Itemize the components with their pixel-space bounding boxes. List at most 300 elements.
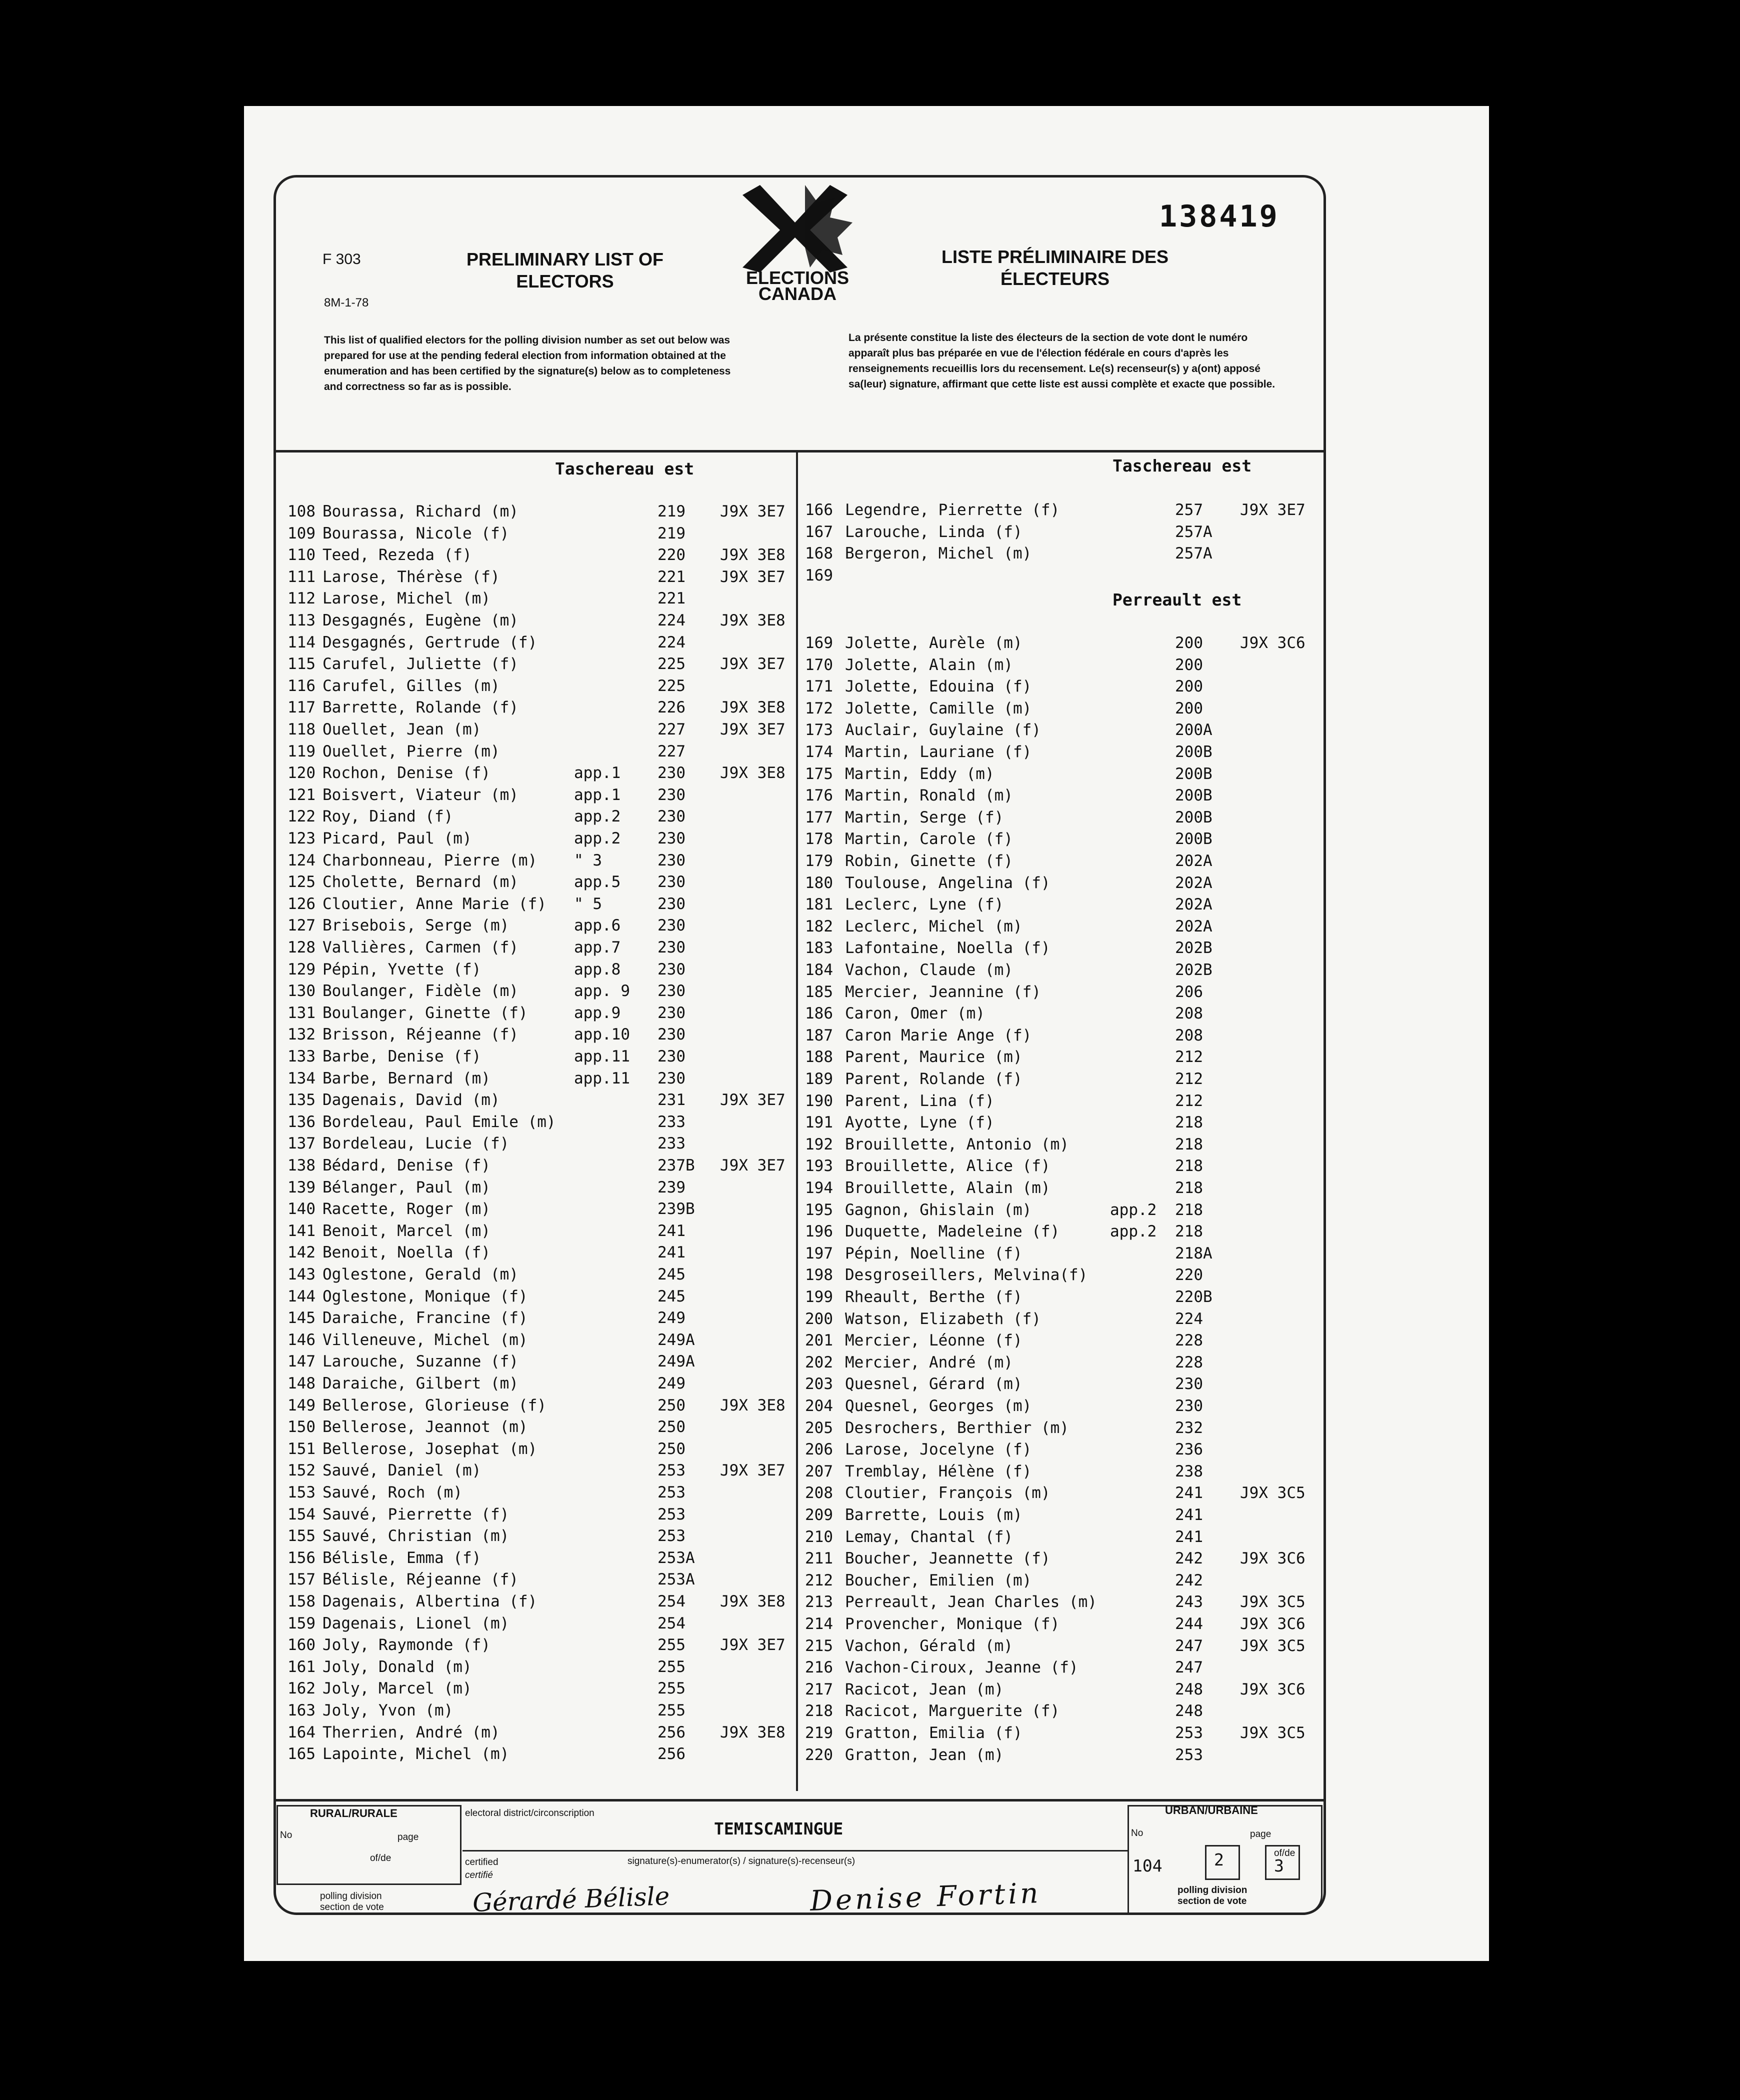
elector-name: Mercier, Jeannine (f): [845, 982, 1041, 1001]
elector-name: Jolette, Aurèle (m): [845, 634, 1022, 652]
street-number: 208: [1175, 1026, 1203, 1044]
elector-number: 191: [805, 1114, 833, 1132]
elector-number: 204: [805, 1397, 833, 1415]
street-number: 230: [658, 960, 686, 978]
elector-number: 137: [288, 1134, 316, 1153]
elector-name: Gagnon, Ghislain (m): [845, 1200, 1032, 1219]
elector-row: [0, 1308, 1740, 1330]
elector-name: Bellerose, Jeannot (m): [322, 1418, 528, 1436]
street-number: 212: [1175, 1070, 1203, 1088]
elector-number: 159: [288, 1614, 316, 1632]
apartment: app.6: [574, 916, 621, 935]
elector-name: Perreault, Jean Charles (m): [845, 1593, 1097, 1612]
elector-number: 116: [288, 676, 316, 695]
elector-row: [0, 807, 1740, 828]
street-number: 220B: [1175, 1288, 1212, 1306]
elector-row: [0, 610, 1740, 632]
street-number: 221: [658, 590, 686, 608]
elector-row: [0, 1657, 1740, 1678]
elector-number: 208: [805, 1484, 833, 1502]
elector-name: Dagenais, Lionel (m): [322, 1614, 510, 1632]
elector-name: Bélisle, Réjeanne (f): [322, 1570, 518, 1589]
elector-name: Caron, Omer (m): [845, 1004, 985, 1023]
apartment: app.1: [574, 764, 621, 782]
elector-row: [0, 1744, 1740, 1766]
elector-row: [0, 1679, 1740, 1700]
maple-leaf-x-icon: [730, 175, 865, 275]
street-number: 200B: [1175, 786, 1212, 805]
street-number: 245: [658, 1266, 686, 1284]
street-number: 208: [1175, 1004, 1203, 1023]
elector-number: 209: [805, 1506, 833, 1524]
street-number: 219: [658, 502, 686, 520]
elector-number: 117: [288, 698, 316, 717]
elector-name: Legendre, Pierrette (f): [845, 501, 1060, 519]
postal-code: J9X 3E7: [720, 1156, 786, 1174]
street-number: 218: [1175, 1135, 1203, 1154]
certified-label: certified: [465, 1857, 498, 1868]
elector-number: 219: [805, 1724, 833, 1742]
electoral-district-label: electoral district/circonscription: [465, 1808, 594, 1818]
street-number: 247: [1175, 1636, 1203, 1655]
elector-name: Duquette, Madeleine (f): [845, 1222, 1060, 1241]
postal-code: J9X 3E8: [720, 1396, 786, 1414]
elector-name: Racette, Roger (m): [322, 1200, 490, 1218]
elector-number: 124: [288, 851, 316, 870]
elector-name: Martin, Lauriane (f): [845, 743, 1032, 761]
postal-code: J9X 3E7: [1240, 501, 1306, 519]
elector-number: 170: [805, 656, 833, 674]
street-number: 230: [658, 873, 686, 892]
elector-row: [0, 1090, 1740, 1112]
street-number: 253: [658, 1505, 686, 1524]
elector-number: 118: [288, 720, 316, 738]
urban-page-value: 2: [1214, 1850, 1224, 1870]
elector-row: [0, 1025, 1740, 1046]
elector-number: 216: [805, 1658, 833, 1677]
elector-name: Joly, Yvon (m): [322, 1702, 454, 1720]
elector-row: [0, 676, 1740, 698]
postal-code: J9X 3E8: [720, 1723, 786, 1742]
postal-code: J9X 3E7: [720, 720, 786, 738]
street-number: 241: [658, 1244, 686, 1262]
elector-name: Daraiche, Francine (f): [322, 1309, 528, 1328]
elector-number: 203: [805, 1375, 833, 1394]
elector-row: [0, 1156, 1740, 1177]
elector-name: Bédard, Denise (f): [322, 1156, 490, 1174]
elector-name: Brisebois, Serge (m): [322, 916, 510, 935]
elector-name: Robin, Ginette (f): [845, 852, 1013, 870]
elector-number: 197: [805, 1244, 833, 1262]
title-english-line2: ELECTORS: [516, 271, 614, 292]
elector-name: Desrochers, Berthier (m): [845, 1418, 1069, 1437]
elector-name: Jolette, Edouina (f): [845, 678, 1032, 696]
street-number: 224: [658, 612, 686, 630]
elector-number: 192: [805, 1135, 833, 1154]
elector-number: 182: [805, 917, 833, 936]
street-number: 241: [658, 1222, 686, 1240]
elector-name: Martin, Carole (f): [845, 830, 1013, 848]
street-number: 225: [658, 676, 686, 695]
elector-number: 169: [805, 566, 833, 584]
elector-number: 135: [288, 1091, 316, 1110]
elector-name: Boulanger, Fidèle (m): [322, 982, 518, 1000]
elector-name: Ayotte, Lyne (f): [845, 1114, 994, 1132]
street-number: 249: [658, 1309, 686, 1328]
elector-number: 128: [288, 938, 316, 956]
elector-number: 207: [805, 1462, 833, 1480]
rural-page-label: page: [398, 1832, 419, 1842]
elector-number: 130: [288, 982, 316, 1000]
elector-row: [0, 1548, 1740, 1570]
elector-name: Oglestone, Gerald (m): [322, 1266, 518, 1284]
elector-name: Boucher, Jeannette (f): [845, 1550, 1050, 1568]
elector-row: [0, 1046, 1740, 1068]
elector-row: [0, 1504, 1740, 1526]
elector-name: Pépin, Yvette (f): [322, 960, 482, 978]
elector-name: Dagenais, David (m): [322, 1091, 500, 1110]
elector-number: 167: [805, 522, 833, 541]
elector-name: Parent, Rolande (f): [845, 1070, 1022, 1088]
elector-number: 147: [288, 1352, 316, 1371]
elector-name: Carufel, Juliette (f): [322, 655, 518, 674]
street-number: 230: [658, 851, 686, 870]
elector-name: Pépin, Noelline (f): [845, 1244, 1022, 1262]
street-number: 224: [658, 633, 686, 652]
elector-name: Auclair, Guylaine (f): [845, 721, 1041, 740]
apartment: app.11: [574, 1048, 630, 1066]
street-number: 248: [1175, 1702, 1203, 1720]
apartment: " 3: [574, 851, 602, 870]
street-number: 230: [658, 894, 686, 913]
street-number: 219: [658, 524, 686, 542]
polling-division-label: polling division: [320, 1891, 382, 1902]
street-number: 221: [658, 568, 686, 586]
elector-number: 119: [288, 742, 316, 760]
elector-row: [0, 1003, 1740, 1024]
street-number: 237B: [658, 1156, 695, 1174]
street-number: 200: [1175, 699, 1203, 718]
elector-name: Rheault, Berthe (f): [845, 1288, 1022, 1306]
elector-row: [0, 1418, 1740, 1439]
urban-no-value: 104: [1132, 1856, 1162, 1876]
elector-name: Oglestone, Monique (f): [322, 1287, 528, 1306]
apartment: app. 9: [574, 982, 630, 1000]
elector-number: 184: [805, 961, 833, 979]
street-number: 227: [658, 742, 686, 760]
street-number: 218: [1175, 1200, 1203, 1219]
elector-number: 150: [288, 1418, 316, 1436]
street-number: 250: [658, 1418, 686, 1436]
elector-number: 111: [288, 568, 316, 586]
elector-name: Leclerc, Michel (m): [845, 917, 1022, 936]
elector-name: Daraiche, Gilbert (m): [322, 1374, 518, 1392]
elector-name: Cholette, Bernard (m): [322, 873, 518, 892]
elector-number: 174: [805, 743, 833, 761]
street-number: 220: [1175, 1266, 1203, 1284]
street-number: 249: [658, 1374, 686, 1392]
postal-code: J9X 3E7: [720, 1636, 786, 1654]
elector-number: 121: [288, 786, 316, 804]
street-number: 254: [658, 1614, 686, 1632]
elector-number: 152: [288, 1462, 316, 1480]
street-number: 236: [1175, 1440, 1203, 1459]
elector-name: Ouellet, Pierre (m): [322, 742, 500, 760]
elector-number: 181: [805, 896, 833, 914]
elector-name: Gratton, Emilia (f): [845, 1724, 1022, 1742]
elector-number: 195: [805, 1200, 833, 1219]
street-number: 202A: [1175, 874, 1212, 892]
postal-code: J9X 3E7: [720, 568, 786, 586]
elector-number: 148: [288, 1374, 316, 1392]
urban-page-label: page: [1250, 1829, 1272, 1840]
street-number: 254: [658, 1592, 686, 1610]
elector-name: Mercier, Léonne (f): [845, 1332, 1022, 1350]
elector-number: 109: [288, 524, 316, 542]
elector-number: 212: [805, 1571, 833, 1590]
elector-name: Quesnel, Gérard (m): [845, 1375, 1022, 1394]
elector-name: Cloutier, François (m): [845, 1484, 1050, 1502]
street-number: 233: [658, 1134, 686, 1153]
elector-row: [0, 1200, 1740, 1221]
elector-number: 187: [805, 1026, 833, 1044]
postal-code: J9X 3C5: [1240, 1484, 1306, 1502]
apartment: app.9: [574, 1004, 621, 1022]
postal-code: J9X 3C5: [1240, 1724, 1306, 1742]
polling-division-label-fr: section de vote: [320, 1902, 384, 1912]
elector-name: Barrette, Louis (m): [845, 1506, 1022, 1524]
apartment: app.10: [574, 1026, 630, 1044]
elector-name: Parent, Maurice (m): [845, 1048, 1022, 1066]
elector-number: 210: [805, 1528, 833, 1546]
street-number: 253: [658, 1484, 686, 1502]
elector-row: [0, 1570, 1740, 1592]
rural-of-label: of/de: [370, 1853, 392, 1864]
elector-name: Martin, Ronald (m): [845, 786, 1013, 805]
elector-name: Larose, Michel (m): [322, 590, 490, 608]
street-number: 253: [658, 1462, 686, 1480]
urban-of-label: of/de: [1274, 1848, 1296, 1858]
street-number: 231: [658, 1091, 686, 1110]
elector-name: Desgagnés, Eugène (m): [322, 612, 518, 630]
elector-name: Barbe, Denise (f): [322, 1048, 482, 1066]
elector-number: 179: [805, 852, 833, 870]
elector-number: 180: [805, 874, 833, 892]
elector-name: Parent, Lina (f): [845, 1092, 994, 1110]
street-number: 255: [658, 1680, 686, 1698]
street-number: 230: [658, 830, 686, 848]
elector-name: Roy, Diand (f): [322, 808, 454, 826]
postal-code: J9X 3E7: [720, 655, 786, 674]
elector-name: Sauvé, Christian (m): [322, 1527, 510, 1546]
elector-row: [0, 764, 1740, 785]
elector-row: [0, 1221, 1740, 1242]
street-number: 233: [658, 1112, 686, 1131]
elector-number: 183: [805, 939, 833, 958]
electoral-district-value: TEMISCAMINGUE: [714, 1819, 844, 1838]
elector-number: 113: [288, 612, 316, 630]
form-number: F 303: [322, 251, 361, 268]
street-number: 226: [658, 698, 686, 717]
elector-number: 133: [288, 1048, 316, 1066]
elector-number: 201: [805, 1332, 833, 1350]
elector-name: Bélanger, Paul (m): [322, 1178, 490, 1196]
street-number: 200: [1175, 678, 1203, 696]
apartment: app.2: [1110, 1222, 1157, 1241]
elector-name: Racicot, Jean (m): [845, 1680, 1004, 1698]
street-number: 230: [658, 764, 686, 782]
intro-french: La présente constitue la liste des électeurs de la section de vote dont le numéro apparaît plus bas préparée en vue de l'élection fédérale en cours d'après les renseignements recueillis lors du recensement. Le(s) recenseur(s) y a(ont) apposé sa(leur) signature, affirmant que cette liste est aussi complète et exacte que possible.: [848, 332, 1276, 390]
elector-number: 132: [288, 1026, 316, 1044]
street-number: 200B: [1175, 743, 1212, 761]
elector-name: Jolette, Camille (m): [845, 699, 1032, 718]
elector-number: 161: [288, 1658, 316, 1676]
elector-name: Brouillette, Antonio (m): [845, 1135, 1069, 1154]
urban-polling-division-label: polling division: [1178, 1885, 1248, 1896]
postal-code: J9X 3C5: [1240, 1636, 1306, 1655]
street-number: 241: [1175, 1484, 1203, 1502]
elector-row: [0, 1700, 1740, 1722]
urban-label: URBAN/URBAINE: [1165, 1804, 1258, 1816]
street-number: 230: [658, 982, 686, 1000]
elections-canada-logo: [730, 175, 865, 310]
street-number: 257: [1175, 501, 1203, 519]
street-number: 202B: [1175, 939, 1212, 958]
elector-row: [0, 522, 1740, 543]
elector-name: Ouellet, Jean (m): [322, 720, 482, 738]
elector-row: [0, 1134, 1740, 1156]
elector-name: Rochon, Denise (f): [322, 764, 490, 782]
title-english: [410, 248, 720, 292]
elector-number: 169: [805, 634, 833, 652]
apartment: app.1: [574, 786, 621, 804]
apartment: app.8: [574, 960, 621, 978]
street-number: 212: [1175, 1092, 1203, 1110]
elector-name: Sauvé, Pierrette (f): [322, 1505, 510, 1524]
elector-name: Watson, Elizabeth (f): [845, 1310, 1041, 1328]
elector-number: 129: [288, 960, 316, 978]
elector-name: Brouillette, Alain (m): [845, 1179, 1050, 1197]
urban-of-value: 3: [1274, 1856, 1284, 1876]
elector-number: 196: [805, 1222, 833, 1241]
street-number: 200: [1175, 634, 1203, 652]
elector-name: Joly, Donald (m): [322, 1658, 472, 1676]
elector-name: Barbe, Bernard (m): [322, 1069, 490, 1088]
elector-number: 173: [805, 721, 833, 740]
elector-number: 199: [805, 1288, 833, 1306]
street-number: 255: [658, 1702, 686, 1720]
elector-number: 198: [805, 1266, 833, 1284]
elector-number: 142: [288, 1244, 316, 1262]
elector-number: 151: [288, 1440, 316, 1458]
street-number: 218: [1175, 1222, 1203, 1241]
street-number: 230: [658, 786, 686, 804]
street-number: 238: [1175, 1462, 1203, 1480]
elector-row: [0, 828, 1740, 850]
street-number: 253: [1175, 1724, 1203, 1742]
elector-name: Lafontaine, Noella (f): [845, 939, 1050, 958]
street-number: 255: [658, 1658, 686, 1676]
street-number: 230: [658, 938, 686, 956]
elector-name: Joly, Marcel (m): [322, 1680, 472, 1698]
street-number: 248: [1175, 1680, 1203, 1698]
elector-name: Boulanger, Ginette (f): [322, 1004, 528, 1022]
footer-divider: [274, 1799, 1326, 1802]
elector-row: [0, 960, 1740, 981]
elector-row: [0, 543, 1740, 564]
postal-code: J9X 3E7: [720, 1462, 786, 1480]
apartment: app.7: [574, 938, 621, 956]
title-english-line1: PRELIMINARY LIST OF: [466, 249, 664, 270]
street-number: 257A: [1175, 544, 1212, 563]
street-number: 218A: [1175, 1244, 1212, 1262]
postal-code: J9X 3C6: [1240, 634, 1306, 652]
street-number: 249A: [658, 1352, 695, 1371]
elector-row: [0, 1286, 1740, 1308]
elector-name: Benoit, Marcel (m): [322, 1222, 490, 1240]
elector-name: Bordeleau, Lucie (f): [322, 1134, 510, 1153]
street-number: 250: [658, 1440, 686, 1458]
elector-name: Martin, Serge (f): [845, 808, 1004, 826]
elector-name: Bordeleau, Paul Emile (m): [322, 1112, 556, 1131]
apartment: app.2: [574, 830, 621, 848]
elector-name: Caron Marie Ange (f): [845, 1026, 1032, 1044]
elector-number: 165: [288, 1745, 316, 1764]
elector-number: 166: [805, 501, 833, 519]
elector-number: 149: [288, 1396, 316, 1414]
postal-code: J9X 3C6: [1240, 1615, 1306, 1633]
elector-number: 220: [805, 1746, 833, 1764]
elector-name: Quesnel, Georges (m): [845, 1397, 1032, 1415]
street-number: 241: [1175, 1528, 1203, 1546]
elector-number: 122: [288, 808, 316, 826]
elector-number: 190: [805, 1092, 833, 1110]
elector-row: [0, 500, 1740, 521]
street-number: 227: [658, 720, 686, 738]
elector-row: [0, 698, 1740, 720]
elector-row: [0, 632, 1740, 654]
rural-label: RURAL/RURALE: [310, 1807, 398, 1820]
elector-name: Jolette, Alain (m): [845, 656, 1013, 674]
elector-row: [0, 1068, 1740, 1090]
elector-row: [0, 1112, 1740, 1134]
elector-name: Larouche, Linda (f): [845, 522, 1022, 541]
postal-code: J9X 3C5: [1240, 1593, 1306, 1612]
postal-code: J9X 3E8: [720, 1592, 786, 1610]
title-french: [920, 246, 1190, 290]
street-number: 218: [1175, 1179, 1203, 1197]
elector-name: Bourassa, Richard (m): [322, 502, 518, 520]
elector-name: Martin, Eddy (m): [845, 764, 994, 783]
street-number: 200B: [1175, 830, 1212, 848]
elector-row: [0, 1352, 1740, 1374]
elector-name: Villeneuve, Michel (m): [322, 1330, 528, 1349]
elector-name: Joly, Raymonde (f): [322, 1636, 490, 1654]
elector-number: 200: [805, 1310, 833, 1328]
street-number: 247: [1175, 1658, 1203, 1677]
elector-number: 178: [805, 830, 833, 848]
elector-number: 175: [805, 764, 833, 783]
elector-number: 176: [805, 786, 833, 805]
street-number: 230: [1175, 1397, 1203, 1415]
elector-number: 155: [288, 1527, 316, 1546]
street-number: 212: [1175, 1048, 1203, 1066]
street-number: 249A: [658, 1330, 695, 1349]
signature-enumerator-1: Gérardé Bélisle: [472, 1882, 670, 1918]
street-number: 256: [658, 1723, 686, 1742]
street-number: 253: [1175, 1746, 1203, 1764]
left-street-heading: Taschereau est: [555, 459, 694, 478]
